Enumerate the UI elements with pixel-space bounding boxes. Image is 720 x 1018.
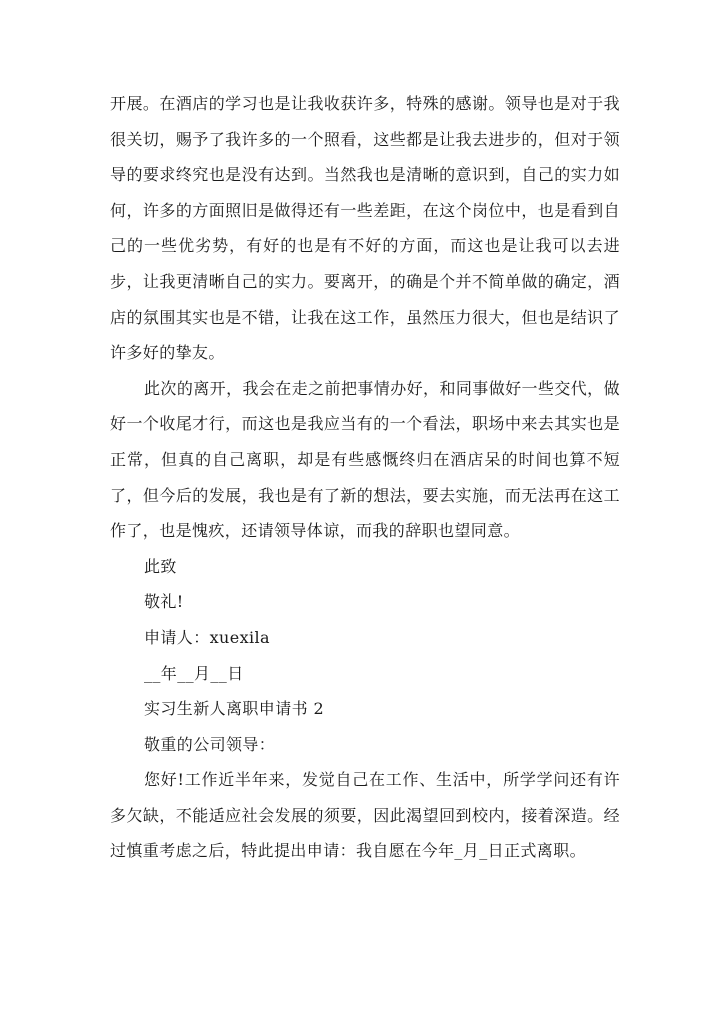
section-heading: 实习生新人离职申请书 2 bbox=[144, 699, 325, 719]
document-body bbox=[110, 86, 620, 869]
applicant-line: 申请人：xuexila bbox=[144, 627, 270, 647]
body-paragraph-3: 您好!工作近半年来，发觉自己在工作、生活中，所学学问还有许多欠缺，不能适应社会发展的须要，因此渴望回到校内，接着深造。经过慎重考虑之后，特此提出申请：我自愿在今年_月_日正式离职。 bbox=[110, 770, 620, 861]
date-line: __年__月__日 bbox=[144, 663, 244, 683]
salute-text: 敬礼! bbox=[144, 592, 184, 612]
body-paragraph-1: 开展。在酒店的学习也是让我收获许多，特殊的感谢。领导也是对于我很关切，赐予了我许多的一个照看，这些都是让我去进步的，但对于领导的要求终究也是没有达到。当然我也是清晰的意识到，自己的实力如何，许多的方面照旧是做得还有一些差距，在这个岗位中，也是看到自己的一些优劣势，有好的也是有不好的方面，而这也是让我可以去进步，让我更清晰自己的实力。要离开，的确是个并不简单做的确定，酒店的氛围其实也是不错，让我在这工作，虽然压力很大，但也是结识了许多好的挚友。 bbox=[110, 94, 620, 363]
greeting-line: 敬重的公司领导： bbox=[144, 734, 276, 754]
closing-text: 此致 bbox=[144, 556, 177, 576]
body-paragraph-2: 此次的离开，我会在走之前把事情办好，和同事做好一些交代，做好一个收尾才行，而这也是我应当有的一个看法，职场中来去其实也是正常，但真的自己离职，却是有些感慨终归在酒店呆的时间也算不短了，但今后的发展，我也是有了新的想法，要去实施，而无法再在这工作了，也是愧疚，还请领导体谅，而我的辞职也望同意。 bbox=[110, 378, 620, 541]
